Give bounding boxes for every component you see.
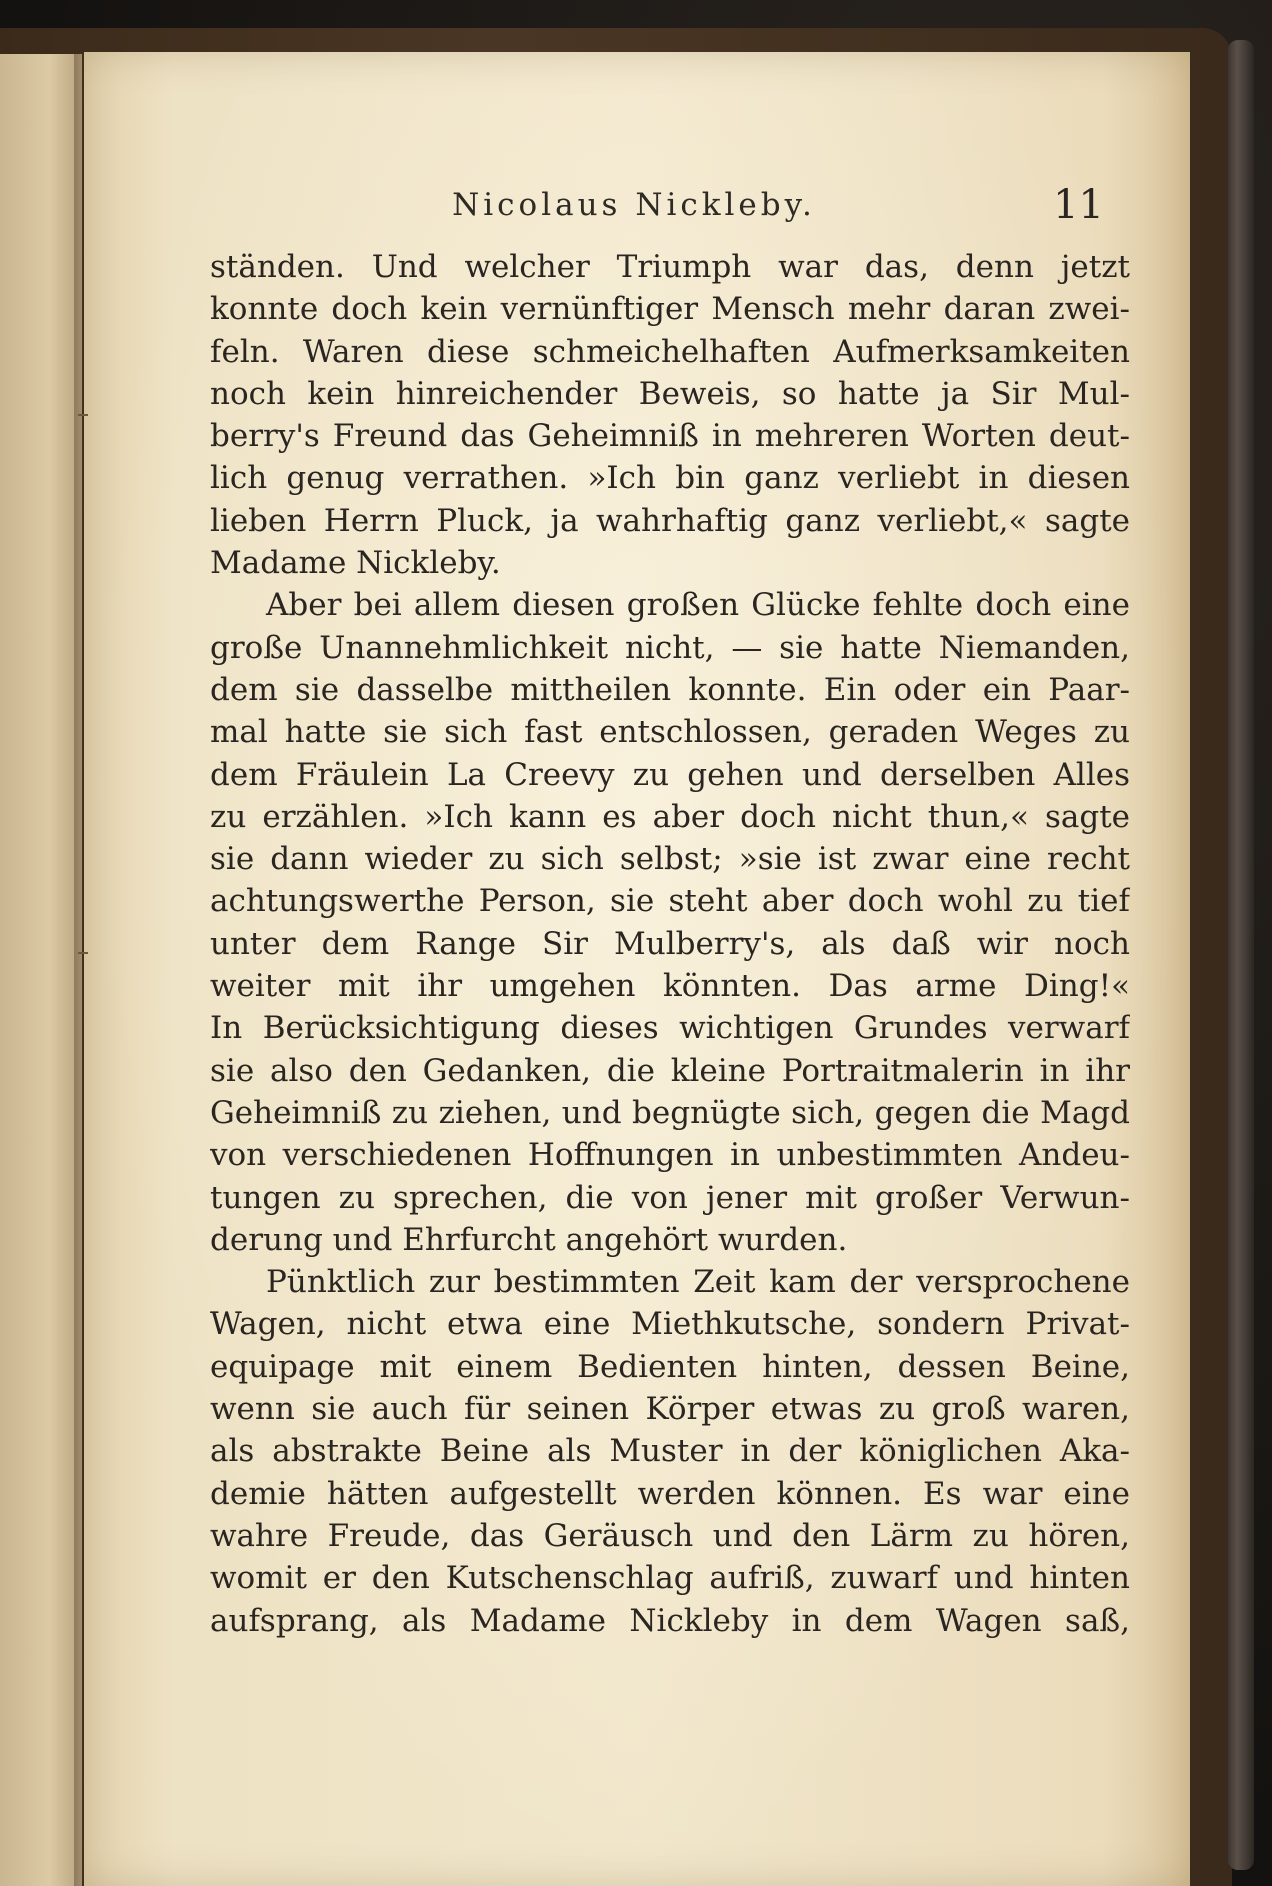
text-line: von verschiedenen Hoffnungen in unbestimmten Andeu-	[210, 1137, 1130, 1174]
text-line: konnte doch kein vernünftiger Mensch mehr daran zwei-	[210, 291, 1130, 328]
text-line: In Berücksichtigung dieses wichtigen Grundes verwarf	[210, 1010, 1130, 1047]
text-line: achtungswerthe Person, sie steht aber doch wohl zu tief	[210, 883, 1130, 920]
text-line: dem Fräulein La Creevy zu gehen und derselben Alles	[210, 756, 1130, 793]
text-line: tungen zu sprechen, die von jener mit großer Verwun-	[210, 1179, 1130, 1216]
margin-mark	[78, 414, 88, 416]
page-number: 11	[1053, 182, 1104, 228]
text-line: Madame Nickleby.	[210, 545, 501, 582]
text-line: demie hätten aufgestellt werden können. Es war eine	[210, 1475, 1130, 1512]
text-line: wahre Freude, das Geräusch und den Lärm zu hören,	[210, 1517, 1130, 1554]
text-line: Aber bei allem diesen großen Glücke fehlte doch eine	[266, 587, 1130, 624]
running-title: Nicolaus Nickleby.	[452, 187, 816, 223]
text-line: mal hatte sie sich fast entschlossen, geraden Weges zu	[210, 714, 1130, 751]
margin-mark	[78, 952, 88, 954]
text-line: Geheimniß zu ziehen, und begnügte sich, gegen die Magd	[210, 1094, 1130, 1131]
text-line: equipage mit einem Bedienten hinten, dessen Beine,	[210, 1348, 1130, 1385]
text-line: lich genug verrathen. »Ich bin ganz verliebt in diesen	[210, 460, 1130, 497]
text-line: lieben Herrn Pluck, ja wahrhaftig ganz verliebt,« sagte	[210, 502, 1130, 539]
running-header	[84, 170, 1190, 240]
facing-page-edge	[0, 54, 82, 1886]
text-line: sie also den Gedanken, die kleine Portraitmalerin in ihr	[210, 1052, 1130, 1089]
text-line: als abstrakte Beine als Muster in der königlichen Aka-	[210, 1433, 1130, 1470]
text-line: womit er den Kutschenschlag aufriß, zuwarf und hinten	[210, 1560, 1130, 1597]
text-line: aufsprang, als Madame Nickleby in dem Wagen saß,	[210, 1602, 1130, 1639]
text-line: feln. Waren diese schmeichelhaften Aufmerksamkeiten	[210, 333, 1130, 370]
text-line: dem sie dasselbe mittheilen konnte. Ein oder ein Paar-	[210, 671, 1130, 708]
text-line: sie dann wieder zu sich selbst; »sie ist zwar eine recht	[210, 841, 1130, 878]
text-line: noch kein hinreichender Beweis, so hatte ja Sir Mul-	[210, 375, 1130, 412]
text-line: große Unannehmlichkeit nicht, — sie hatte Niemanden,	[210, 629, 1130, 666]
text-line: unter dem Range Sir Mulberry's, als daß wir noch	[210, 925, 1130, 962]
text-line: wenn sie auch für seinen Körper etwas zu groß waren,	[210, 1391, 1130, 1428]
text-line: derung und Ehrfurcht angehört wurden.	[210, 1221, 848, 1258]
text-line: ständen. Und welcher Triumph war das, denn jetzt	[210, 249, 1130, 285]
text-line: Wagen, nicht etwa eine Miethkutsche, sondern Privat-	[210, 1306, 1130, 1343]
text-line: berry's Freund das Geheimniß in mehreren Worten deut-	[210, 418, 1130, 455]
book-page	[84, 52, 1190, 1886]
book-spine-edge	[1228, 40, 1254, 1870]
text-line: weiter mit ihr umgehen könnten. Das arme Ding!«	[210, 968, 1130, 1005]
body-text	[210, 246, 1130, 1642]
text-line: Pünktlich zur bestimmten Zeit kam der versprochene	[266, 1264, 1130, 1301]
text-line: zu erzählen. »Ich kann es aber doch nicht thun,« sagte	[210, 798, 1130, 835]
